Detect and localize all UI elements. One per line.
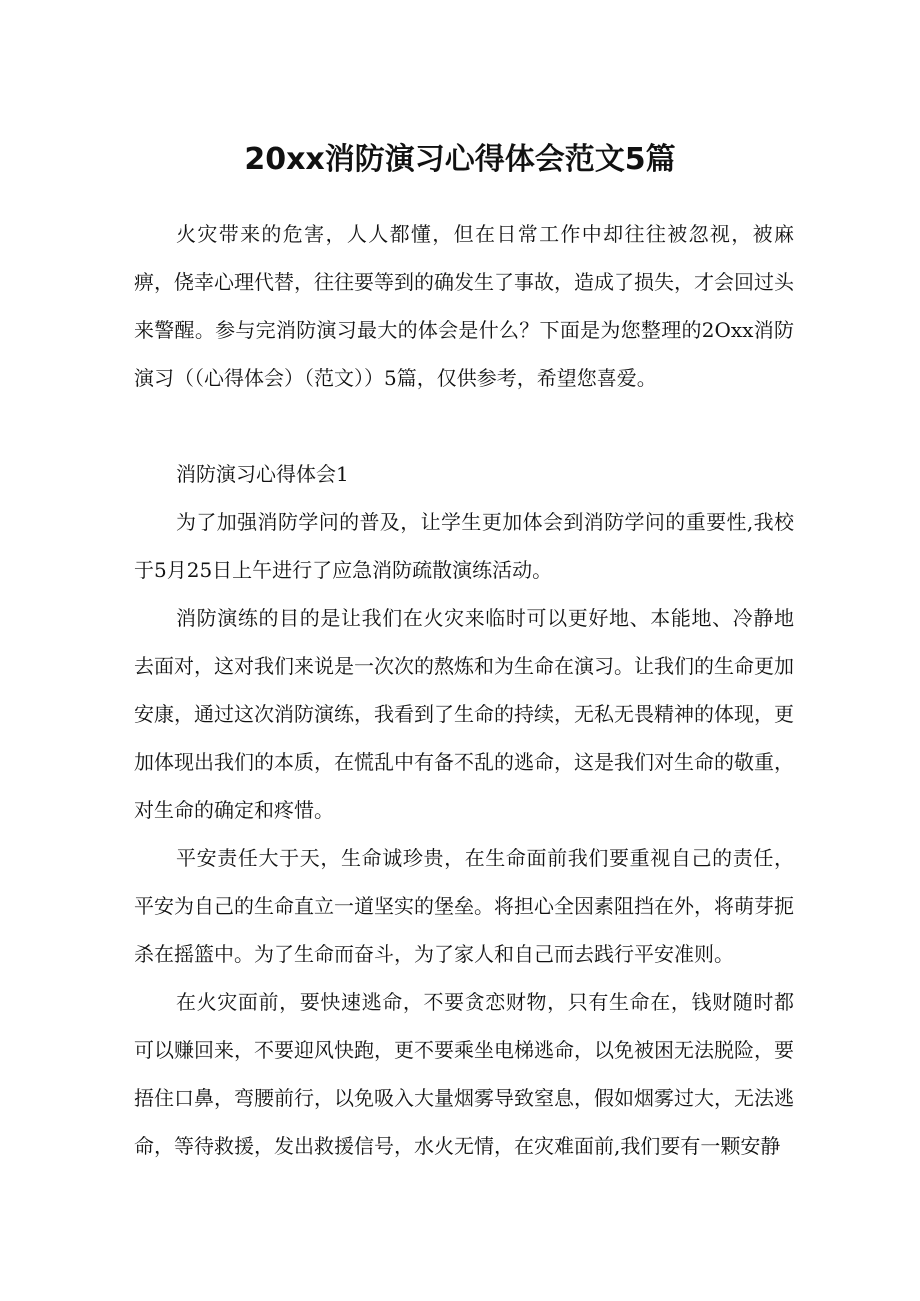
body-paragraph-4: 在火灾面前，要快速逃命，不要贪恋财物，只有生命在，钱财随时都可以赚回来，不要迎风快跑，更不要乘坐电梯逃命，以免被困无法脱险，要捂住口鼻，弯腰前行，以免吸入大量烟雾导致窒息，假如烟雾过大，无法逃命，等待救援，发出救援信号，水火无情，在灾难面前,我们要有一颗安静	[134, 990, 794, 1158]
document-title: 20xx消防演习心得体会范文5篇	[244, 142, 676, 177]
body-paragraph-3: 平安责任大于天，生命诚珍贵，在生命面前我们要重视自己的责任，平安为自己的生命直立一道坚实的堡垒。将担心全因素阻挡在外，将萌芽扼杀在摇篮中。为了生命而奋斗，为了家人和自己而去践行平安准则。	[134, 846, 794, 966]
intro-paragraph: 火灾带来的危害，人人都懂，但在日常工作中却往往被忽视，被麻痹，侥幸心理代替，往往要等到的确发生了事故，造成了损失，才会回过头来警醒。参与完消防演习最大的体会是什么？下面是为您整理的2Oxx消防演习（（心得体会）（范文））5篇，仅供参考，希望您喜爱。	[134, 222, 794, 390]
body-paragraph-2: 消防演练的目的是让我们在火灾来临时可以更好地、本能地、冷静地去面对，这对我们来说是一次次的熬炼和为生命在演习。让我们的生命更加安康，通过这次消防演练，我看到了生命的持续，无私无畏精神的体现，更加体现出我们的本质，在慌乱中有备不乱的逃命，这是我们对生命的敬重，对生命的确定和疼惜。	[134, 606, 794, 822]
section-heading: 消防演习心得体会1	[176, 462, 349, 486]
body-paragraph-1: 为了加强消防学问的普及，让学生更加体会到消防学问的重要性,我校于5月25日上午进行了应急消防疏散演练活动。	[134, 510, 794, 582]
